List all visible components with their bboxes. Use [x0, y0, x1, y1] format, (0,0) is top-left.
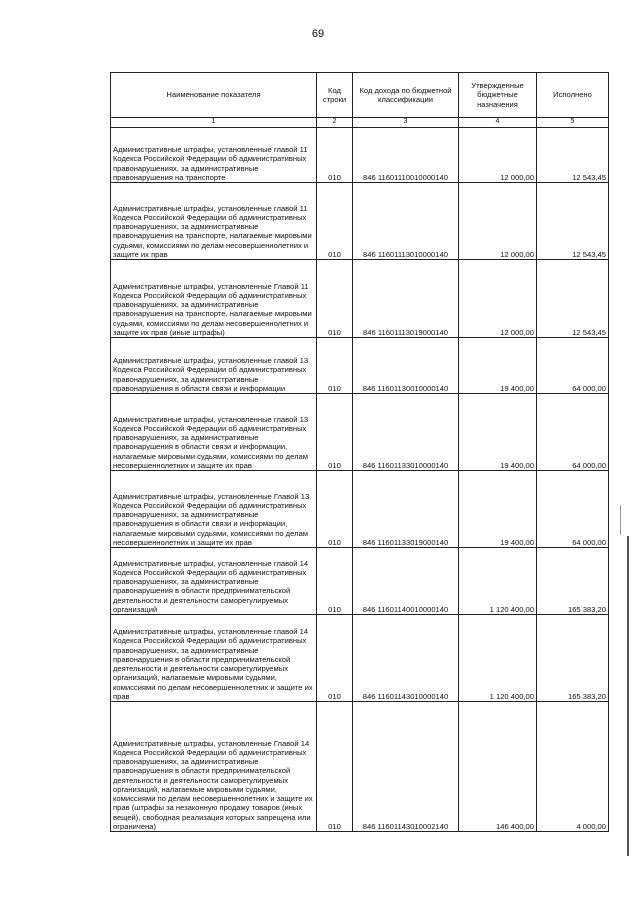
table-row [111, 128, 609, 183]
row-approved: 12 000,00 [459, 128, 537, 183]
row-approved: 1 120 400,00 [459, 615, 537, 702]
table-row [111, 338, 609, 394]
row-executed: 12 543,45 [537, 128, 609, 183]
row-income-code: 846 11601133010000140 [353, 394, 459, 471]
row-name: Административные штрафы, установленные Главой 13 Кодекса Российской Федерации об административных правонарушениях, за административные правонарушения в области связи и информации, налагаемые мировыми судьями, комиссиями по делам несовершеннолетних и защите их прав [111, 471, 317, 548]
table-row [111, 548, 609, 615]
row-income-code: 846 11601143010002140 [353, 702, 459, 832]
header-executed: Исполнено [537, 73, 609, 118]
row-name: Административные штрафы, установленные главой 13 Кодекса Российской Федерации об административных правонарушениях, за административные правонарушения в области связи и информации [111, 338, 317, 394]
table-row [111, 702, 609, 832]
row-executed: 4 000,00 [537, 702, 609, 832]
row-code: 010 [317, 615, 353, 702]
row-executed: 64 000,00 [537, 394, 609, 471]
row-executed: 12 543,45 [537, 260, 609, 338]
scan-artifact-line [620, 505, 621, 535]
row-income-code: 846 11601113019000140 [353, 260, 459, 338]
report-table [110, 72, 609, 832]
row-approved: 12 000,00 [459, 183, 537, 260]
header-name: Наименование показателя [111, 73, 317, 118]
row-executed: 165 383,20 [537, 615, 609, 702]
row-name: Административные штрафы, установленные главой 11 Кодекса Российской Федерации об административных правонарушениях, за административные правонарушения на транспорте, налагаемые мировыми судьями, комиссиями по делам несовершеннолетних и защите их прав [111, 183, 317, 260]
row-code: 010 [317, 471, 353, 548]
row-executed: 165 383,20 [537, 548, 609, 615]
column-number: 2 [317, 118, 353, 128]
row-approved: 19 400,00 [459, 338, 537, 394]
row-name: Административные штрафы, установленные Главой 14 Кодекса Российской Федерации об административных правонарушениях, за административные правонарушения в области предпринимательской деятельности и деятельности саморегулируемых организаций, налагаемые мировыми судьями, комиссиями по делам несовершеннолетних и защите их прав (штрафы за незаконную продажу товаров (иных вещей), свободная реализация которых запрещена или ограничена) [111, 702, 317, 832]
row-income-code: 846 11601133019000140 [353, 471, 459, 548]
row-code: 010 [317, 338, 353, 394]
row-code: 010 [317, 260, 353, 338]
table-row [111, 394, 609, 471]
row-code: 010 [317, 394, 353, 471]
row-approved: 19 400,00 [459, 471, 537, 548]
column-number: 5 [537, 118, 609, 128]
row-income-code: 846 11601130010000140 [353, 338, 459, 394]
row-income-code: 846 11601143010000140 [353, 615, 459, 702]
row-income-code: 846 11601140010000140 [353, 548, 459, 615]
row-name: Административные штрафы, установленные главой 14 Кодекса Российской Федерации об административных правонарушениях, за административные правонарушения в области предпринимательской деятельности и деятельности саморегулируемых организаций, налагаемые мировыми судьями, комиссиями по делам несовершеннолетних и защите их прав [111, 615, 317, 702]
table-header [111, 73, 609, 128]
row-approved: 12 000,00 [459, 260, 537, 338]
row-executed: 64 000,00 [537, 471, 609, 548]
row-executed: 64 000,00 [537, 338, 609, 394]
header-income-code: Код дохода по бюджетной классификации [353, 73, 459, 118]
table-row [111, 615, 609, 702]
row-name: Административные штрафы, установленные Главой 11 Кодекса Российской Федерации об административных правонарушениях, за административные правонарушения на транспорте, налагаемые мировыми судьями, комиссиями по делам несовершеннолетних и защите их прав (иные штрафы) [111, 260, 317, 338]
column-number: 3 [353, 118, 459, 128]
row-approved: 146 400,00 [459, 702, 537, 832]
row-code: 010 [317, 128, 353, 183]
table-row [111, 260, 609, 338]
row-name: Административные штрафы, установленные главой 11 Кодекса Российской Федерации об административных правонарушениях, за административные правонарушения на транспорте [111, 128, 317, 183]
row-approved: 1 120 400,00 [459, 548, 537, 615]
row-code: 010 [317, 183, 353, 260]
header-approved: Утвержденные бюджетные назначения [459, 73, 537, 118]
row-code: 010 [317, 702, 353, 832]
scan-artifact-line [627, 536, 629, 856]
row-approved: 19 400,00 [459, 394, 537, 471]
table-row [111, 471, 609, 548]
row-code: 010 [317, 548, 353, 615]
column-number: 1 [111, 118, 317, 128]
table-row [111, 183, 609, 260]
row-income-code: 846 11601113010000140 [353, 183, 459, 260]
row-income-code: 846 11601110010000140 [353, 128, 459, 183]
row-name: Административные штрафы, установленные главой 13 Кодекса Российской Федерации об административных правонарушениях, за административные правонарушения в области связи и информации, налагаемые мировыми судьями, комиссиями по делам несовершеннолетних и защите их прав [111, 394, 317, 471]
column-number: 4 [459, 118, 537, 128]
row-name: Административные штрафы, установленные главой 14 Кодекса Российской Федерации об административных правонарушениях, за административные правонарушения в области предпринимательской деятельности и деятельности саморегулируемых организаций [111, 548, 317, 615]
row-executed: 12 543,45 [537, 183, 609, 260]
page-number: 69 [311, 28, 325, 40]
table-body [111, 128, 609, 832]
header-code: Код строки [317, 73, 353, 118]
